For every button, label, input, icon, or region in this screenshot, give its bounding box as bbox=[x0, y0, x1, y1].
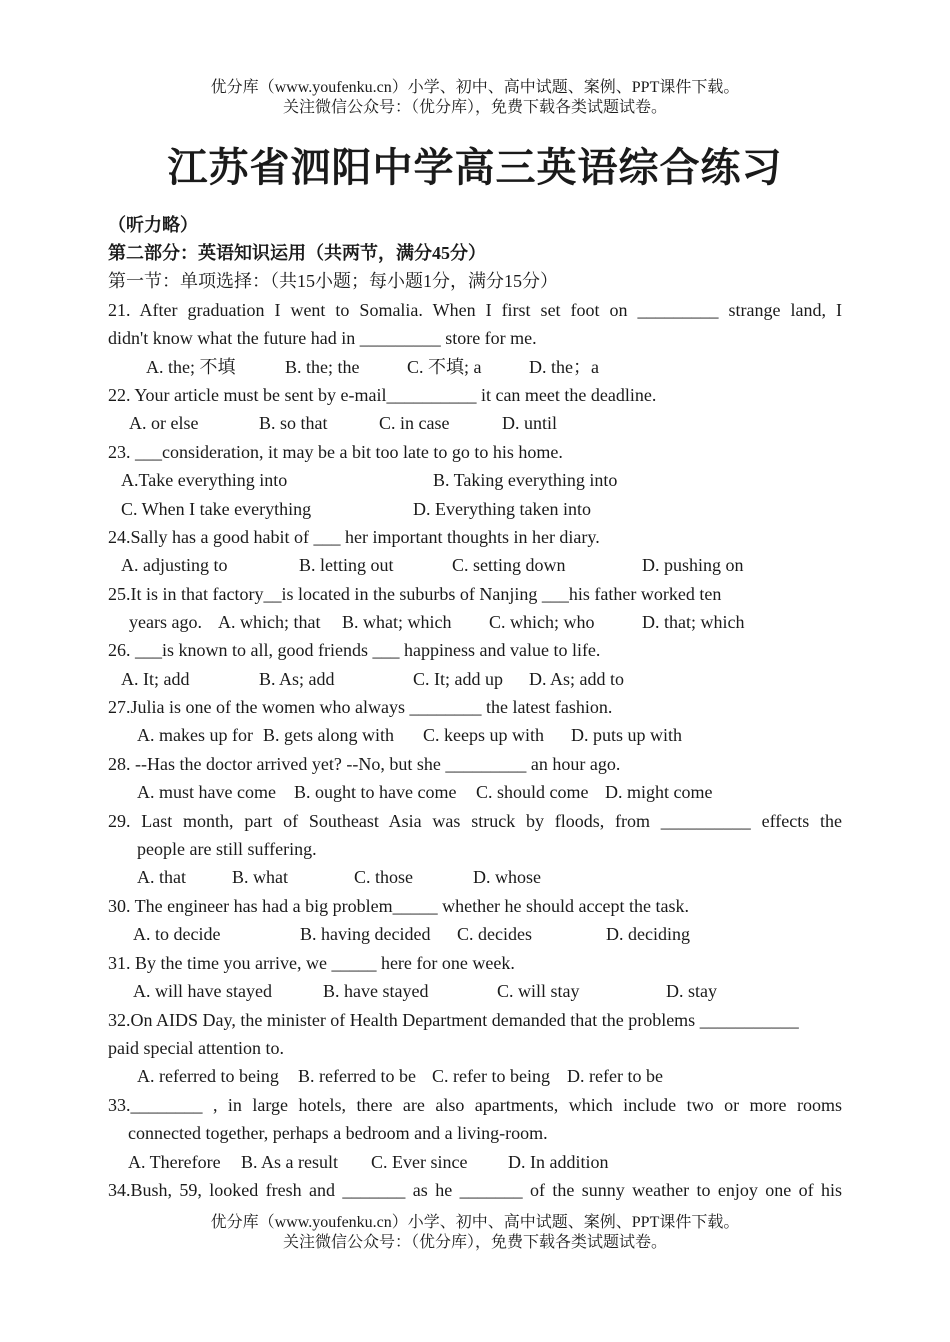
option-d: D. In addition bbox=[508, 1152, 609, 1172]
question-stem: 29. Last month, part of Southeast Asia was struck by floods, from __________ effects the bbox=[108, 811, 842, 831]
option-a: A. or else bbox=[129, 413, 199, 433]
option-d: D. the；a bbox=[529, 357, 599, 377]
question-stem: 31. By the time you arrive, we _____ here for one week. bbox=[108, 953, 515, 973]
option-c: C. should come bbox=[476, 782, 589, 802]
question-stem: 28. --Has the doctor arrived yet? --No, but she _________ an hour ago. bbox=[108, 754, 621, 774]
option-b: B. Taking everything into bbox=[433, 470, 618, 490]
option-d: D. deciding bbox=[606, 924, 690, 944]
option-c: C. will stay bbox=[497, 981, 580, 1001]
option-c: C. in case bbox=[379, 413, 450, 433]
question-stem: 23. ___consideration, it may be a bit too late to go to his home. bbox=[108, 442, 563, 462]
option-b: B. what; which bbox=[342, 612, 452, 632]
option-c: C. When I take everything bbox=[121, 499, 312, 519]
question-stem: 32.On AIDS Day, the minister of Health Department demanded that the problems ___________ bbox=[108, 1010, 799, 1030]
option-d: D. As; add to bbox=[529, 669, 625, 689]
option-c: C. It; add up bbox=[413, 669, 503, 689]
option-d: D. stay bbox=[666, 981, 717, 1001]
question-stem: 27.Julia is one of the women who always ________ the latest fashion. bbox=[108, 697, 613, 717]
part2-heading: 第二部分：英语知识运用（共两节，满分45分） bbox=[108, 243, 486, 263]
option-d: D. puts up with bbox=[571, 725, 683, 745]
option-a: A.Take everything into bbox=[121, 470, 288, 490]
option-b: B. gets along with bbox=[263, 725, 394, 745]
header-line-2: 关注微信公众号：（优分库），免费下载各类试题试卷。 bbox=[282, 99, 667, 116]
section1-heading: 第一节：单项选择：（共15小题；每小题1分，满分15分） bbox=[108, 271, 558, 291]
listening-note: （听力略） bbox=[108, 215, 198, 235]
question-stem: 21. After graduation I went to Somalia. When I first set foot on _________ strange land, I bbox=[108, 300, 842, 320]
option-b: B. ought to have come bbox=[294, 782, 457, 802]
option-a: A. It; add bbox=[121, 669, 190, 689]
option-c: C. setting down bbox=[452, 555, 566, 575]
option-c: C. which; who bbox=[489, 612, 595, 632]
option-d: D. pushing on bbox=[642, 555, 744, 575]
option-a: A. will have stayed bbox=[133, 981, 272, 1001]
option-b: B. having decided bbox=[300, 924, 431, 944]
option-c: C. those bbox=[354, 867, 414, 887]
question-stem-cont: connected together, perhaps a bedroom and a living-room. bbox=[128, 1123, 548, 1143]
question-stem-cont: didn't know what the future had in _________ store for me. bbox=[108, 328, 537, 348]
question-stem: 30. The engineer has had a big problem_____ whether he should accept the task. bbox=[108, 896, 689, 916]
option-d: D. refer to be bbox=[567, 1066, 663, 1086]
option-d: D. Everything taken into bbox=[413, 499, 591, 519]
option-b: B. have stayed bbox=[323, 981, 429, 1001]
option-b: B. letting out bbox=[299, 555, 394, 575]
question-stem: 22. Your article must be sent by e-mail__________ it can meet the deadline. bbox=[108, 385, 657, 405]
option-d: D. until bbox=[502, 413, 558, 433]
question-stem: 33.________ , in large hotels, there are also apartments, which include two or more rooms bbox=[108, 1095, 842, 1115]
option-a: A. to decide bbox=[133, 924, 221, 944]
page-title: 江苏省泗阳中学高三英语综合练习 bbox=[167, 145, 783, 190]
option-c: C. 不填; a bbox=[407, 357, 482, 377]
option-b: B. the; the bbox=[285, 357, 360, 377]
option-d: D. might come bbox=[605, 782, 713, 802]
header-line-1: 优分库（www.youfenku.cn）小学、初中、高中试题、案例、PPT课件下载。 bbox=[210, 79, 740, 96]
question-stem: 34.Bush, 59, looked fresh and _______ as he _______ of the sunny weather to enjoy one of his bbox=[108, 1180, 842, 1200]
option-b: B. so that bbox=[259, 413, 328, 433]
option-c: C. decides bbox=[457, 924, 532, 944]
option-c: C. keeps up with bbox=[423, 725, 544, 745]
option-a: A. makes up for bbox=[137, 725, 253, 745]
option-a: A. adjusting to bbox=[121, 555, 228, 575]
footer-line-1: 优分库（www.youfenku.cn）小学、初中、高中试题、案例、PPT课件下载。 bbox=[210, 1214, 740, 1231]
question-stem-cont: paid special attention to. bbox=[108, 1038, 284, 1058]
option-a: A. referred to being bbox=[137, 1066, 279, 1086]
question-stem-cont: people are still suffering. bbox=[137, 839, 317, 859]
option-b: B. referred to be bbox=[298, 1066, 416, 1086]
question-stem-cont: years ago. bbox=[129, 612, 202, 632]
option-a: A. which; that bbox=[218, 612, 321, 632]
option-a: A. must have come bbox=[137, 782, 276, 802]
option-a: A. the; 不填 bbox=[146, 357, 236, 377]
question-stem: 24.Sally has a good habit of ___ her important thoughts in her diary. bbox=[108, 527, 600, 547]
option-a: A. that bbox=[137, 867, 186, 887]
question-stem: 26. ___is known to all, good friends ___ happiness and value to life. bbox=[108, 640, 601, 660]
option-b: B. As; add bbox=[259, 669, 335, 689]
option-c: C. Ever since bbox=[371, 1152, 468, 1172]
option-d: D. whose bbox=[473, 867, 541, 887]
footer-line-2: 关注微信公众号：（优分库），免费下载各类试题试卷。 bbox=[282, 1234, 667, 1251]
question-stem: 25.It is in that factory__is located in the suburbs of Nanjing ___his father worked ten bbox=[108, 584, 722, 604]
option-b: B. what bbox=[232, 867, 288, 887]
option-a: A. Therefore bbox=[128, 1152, 221, 1172]
option-d: D. that; which bbox=[642, 612, 745, 632]
option-b: B. As a result bbox=[241, 1152, 338, 1172]
option-c: C. refer to being bbox=[432, 1066, 550, 1086]
